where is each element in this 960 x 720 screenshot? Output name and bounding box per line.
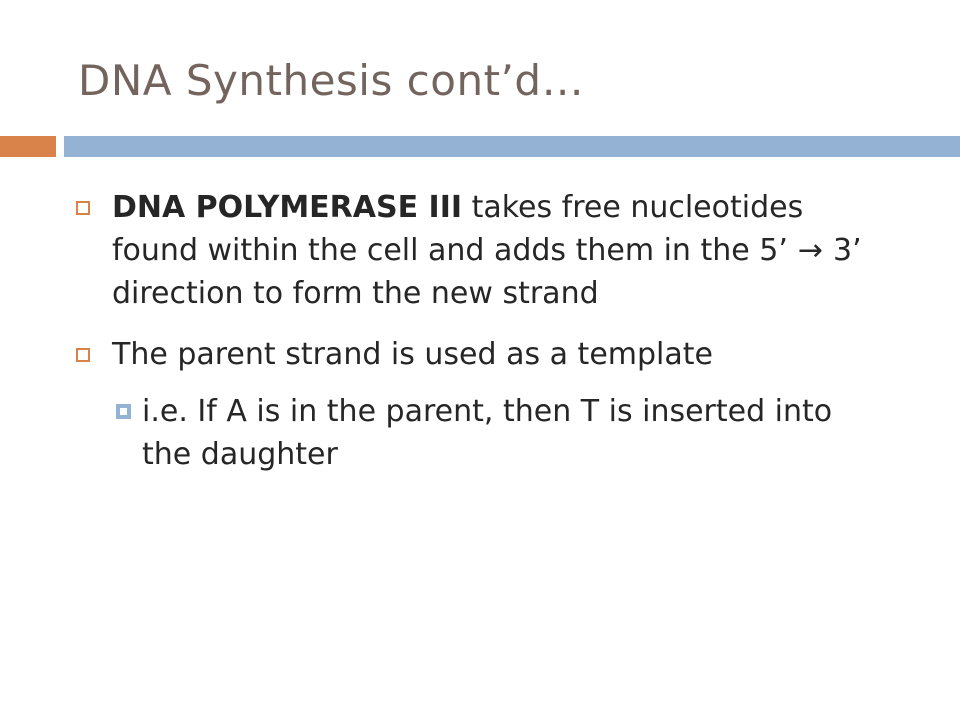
slide-content [72,186,872,476]
bullet-template-text: The parent strand is used as a template [112,337,713,372]
sub-bullet-example-text: i.e. If A is in the parent, then T is inserted into the daughter [142,394,833,472]
hollow-square-bullet-icon [76,348,90,362]
filled-square-bullet-icon [116,404,131,419]
right-arrow-icon: → [797,233,824,268]
slide-title: DNA Synthesis cont’d… [78,56,585,105]
bullet-polymerase-text: takes free nucleotides found within the cell and adds them in the 5’ [112,190,804,268]
bullet-polymerase-text-continued: 3’ direction to form the new strand [112,233,862,311]
bullet-polymerase [72,186,872,315]
title-rule [64,136,960,157]
sub-bullet-example [72,390,872,476]
bullet-template [72,333,872,376]
bullet-polymerase-term: DNA POLYMERASE III [112,190,463,225]
title-rule-accent [0,136,56,157]
hollow-square-bullet-icon [76,201,90,215]
